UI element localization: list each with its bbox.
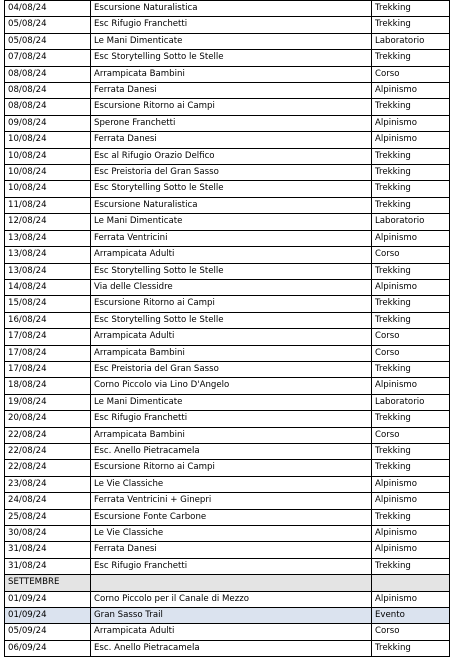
table-row <box>5 624 450 640</box>
date-cell: 10/08/24 <box>5 132 91 148</box>
type-cell: Alpinismo <box>372 279 450 295</box>
event-cell <box>91 575 372 591</box>
date-cell: 30/08/24 <box>5 526 91 542</box>
event-cell: Arrampicata Bambini <box>91 427 372 443</box>
type-cell: Corso <box>372 624 450 640</box>
event-cell: Esc Storytelling Sotto le Stelle <box>91 312 372 328</box>
event-cell: Le Mani Dimenticate <box>91 214 372 230</box>
events-table <box>4 0 450 657</box>
table-row <box>5 263 450 279</box>
date-cell: 14/08/24 <box>5 279 91 295</box>
date-cell: 13/08/24 <box>5 263 91 279</box>
date-cell: 13/08/24 <box>5 230 91 246</box>
event-cell: Esc al Rifugio Orazio Delfico <box>91 148 372 164</box>
type-cell: Trekking <box>372 17 450 33</box>
event-cell: Esc Storytelling Sotto le Stelle <box>91 50 372 66</box>
date-cell: 08/08/24 <box>5 83 91 99</box>
type-cell: Alpinismo <box>372 493 450 509</box>
date-cell: 10/08/24 <box>5 148 91 164</box>
table-row <box>5 148 450 164</box>
table-row <box>5 214 450 230</box>
event-cell: Esc Preistoria del Gran Sasso <box>91 165 372 181</box>
event-cell: Le Vie Classiche <box>91 476 372 492</box>
table-row <box>5 509 450 525</box>
table-row <box>5 230 450 246</box>
table-row <box>5 197 450 213</box>
table-row <box>5 411 450 427</box>
table-row <box>5 394 450 410</box>
type-cell: Corso <box>372 345 450 361</box>
event-cell: Arrampicata Adulti <box>91 624 372 640</box>
event-cell: Sperone Franchetti <box>91 115 372 131</box>
event-cell: Ferrata Ventricini + Ginepri <box>91 493 372 509</box>
event-cell: Escursione Naturalistica <box>91 1 372 17</box>
table-row <box>5 476 450 492</box>
table-row <box>5 1 450 17</box>
table-row <box>5 640 450 656</box>
event-cell: Gran Sasso Trail <box>91 608 372 624</box>
date-cell: 08/08/24 <box>5 99 91 115</box>
table-row <box>5 99 450 115</box>
type-cell: Trekking <box>372 148 450 164</box>
table-row <box>5 345 450 361</box>
type-cell: Trekking <box>372 181 450 197</box>
event-cell: Ferrata Danesi <box>91 132 372 148</box>
date-cell: 17/08/24 <box>5 329 91 345</box>
type-cell: Laboratorio <box>372 33 450 49</box>
type-cell: Alpinismo <box>372 132 450 148</box>
date-cell: 22/08/24 <box>5 460 91 476</box>
type-cell: Trekking <box>372 509 450 525</box>
date-cell: 25/08/24 <box>5 509 91 525</box>
date-cell: 22/08/24 <box>5 427 91 443</box>
type-cell: Trekking <box>372 263 450 279</box>
date-cell: SETTEMBRE <box>5 575 91 591</box>
table-row <box>5 591 450 607</box>
type-cell: Trekking <box>372 640 450 656</box>
type-cell: Evento <box>372 608 450 624</box>
table-row <box>5 66 450 82</box>
event-cell: Esc. Anello Pietracamela <box>91 443 372 459</box>
event-cell: Escursione Ritorno ai Campi <box>91 99 372 115</box>
type-cell: Laboratorio <box>372 394 450 410</box>
type-cell: Trekking <box>372 165 450 181</box>
table-row <box>5 361 450 377</box>
type-cell: Alpinismo <box>372 526 450 542</box>
event-cell: Esc Storytelling Sotto le Stelle <box>91 263 372 279</box>
type-cell: Trekking <box>372 50 450 66</box>
table-row <box>5 329 450 345</box>
month-header-row <box>5 575 450 591</box>
date-cell: 18/08/24 <box>5 378 91 394</box>
table-row <box>5 608 450 624</box>
type-cell: Trekking <box>372 411 450 427</box>
event-cell: Arrampicata Adulti <box>91 247 372 263</box>
date-cell: 13/08/24 <box>5 247 91 263</box>
date-cell: 12/08/24 <box>5 214 91 230</box>
date-cell: 16/08/24 <box>5 312 91 328</box>
date-cell: 31/08/24 <box>5 558 91 574</box>
table-row <box>5 427 450 443</box>
event-cell: Arrampicata Bambini <box>91 345 372 361</box>
event-cell: Le Mani Dimenticate <box>91 33 372 49</box>
table-row <box>5 443 450 459</box>
date-cell: 05/09/24 <box>5 624 91 640</box>
type-cell: Alpinismo <box>372 230 450 246</box>
type-cell: Corso <box>372 329 450 345</box>
type-cell: Trekking <box>372 197 450 213</box>
event-cell: Arrampicata Bambini <box>91 66 372 82</box>
table-row <box>5 378 450 394</box>
event-cell: Ferrata Danesi <box>91 542 372 558</box>
event-cell: Escursione Ritorno ai Campi <box>91 460 372 476</box>
date-cell: 10/08/24 <box>5 165 91 181</box>
type-cell: Alpinismo <box>372 115 450 131</box>
type-cell: Trekking <box>372 312 450 328</box>
table-row <box>5 279 450 295</box>
table-row <box>5 542 450 558</box>
table-row <box>5 50 450 66</box>
date-cell: 01/09/24 <box>5 608 91 624</box>
date-cell: 05/08/24 <box>5 33 91 49</box>
date-cell: 17/08/24 <box>5 361 91 377</box>
type-cell: Corso <box>372 66 450 82</box>
event-cell: Corno Piccolo via Lino D'Angelo <box>91 378 372 394</box>
type-cell: Corso <box>372 247 450 263</box>
event-cell: Esc Preistoria del Gran Sasso <box>91 361 372 377</box>
type-cell: Trekking <box>372 361 450 377</box>
event-cell: Via delle Clessidre <box>91 279 372 295</box>
table-row <box>5 247 450 263</box>
table-row <box>5 526 450 542</box>
table-row <box>5 83 450 99</box>
date-cell: 24/08/24 <box>5 493 91 509</box>
table-row <box>5 33 450 49</box>
date-cell: 20/08/24 <box>5 411 91 427</box>
event-cell: Ferrata Ventricini <box>91 230 372 246</box>
date-cell: 05/08/24 <box>5 17 91 33</box>
date-cell: 01/09/24 <box>5 591 91 607</box>
type-cell <box>372 575 450 591</box>
date-cell: 08/08/24 <box>5 66 91 82</box>
table-row <box>5 181 450 197</box>
type-cell: Trekking <box>372 296 450 312</box>
table-row <box>5 460 450 476</box>
event-cell: Ferrata Danesi <box>91 83 372 99</box>
date-cell: 31/08/24 <box>5 542 91 558</box>
type-cell: Alpinismo <box>372 378 450 394</box>
event-cell: Esc Storytelling Sotto le Stelle <box>91 181 372 197</box>
date-cell: 07/08/24 <box>5 50 91 66</box>
type-cell: Trekking <box>372 99 450 115</box>
date-cell: 10/08/24 <box>5 181 91 197</box>
date-cell: 06/09/24 <box>5 640 91 656</box>
table-row <box>5 296 450 312</box>
event-cell: Escursione Naturalistica <box>91 197 372 213</box>
event-cell: Corno Piccolo per il Canale di Mezzo <box>91 591 372 607</box>
type-cell: Alpinismo <box>372 83 450 99</box>
event-cell: Esc Rifugio Franchetti <box>91 558 372 574</box>
event-cell: Le Mani Dimenticate <box>91 394 372 410</box>
type-cell: Laboratorio <box>372 214 450 230</box>
table-row <box>5 493 450 509</box>
table-row <box>5 165 450 181</box>
table-row <box>5 312 450 328</box>
type-cell: Alpinismo <box>372 542 450 558</box>
date-cell: 04/08/24 <box>5 1 91 17</box>
date-cell: 17/08/24 <box>5 345 91 361</box>
type-cell: Trekking <box>372 460 450 476</box>
type-cell: Trekking <box>372 443 450 459</box>
event-cell: Escursione Ritorno ai Campi <box>91 296 372 312</box>
event-cell: Esc. Anello Pietracamela <box>91 640 372 656</box>
event-cell: Esc Rifugio Franchetti <box>91 411 372 427</box>
event-cell: Escursione Fonte Carbone <box>91 509 372 525</box>
events-table-body <box>5 1 450 657</box>
type-cell: Alpinismo <box>372 591 450 607</box>
table-row <box>5 558 450 574</box>
date-cell: 15/08/24 <box>5 296 91 312</box>
table-row <box>5 115 450 131</box>
type-cell: Alpinismo <box>372 476 450 492</box>
type-cell: Trekking <box>372 1 450 17</box>
type-cell: Trekking <box>372 558 450 574</box>
type-cell: Corso <box>372 427 450 443</box>
date-cell: 22/08/24 <box>5 443 91 459</box>
table-row <box>5 17 450 33</box>
event-cell: Esc Rifugio Franchetti <box>91 17 372 33</box>
table-row <box>5 132 450 148</box>
date-cell: 19/08/24 <box>5 394 91 410</box>
date-cell: 09/08/24 <box>5 115 91 131</box>
event-cell: Arrampicata Adulti <box>91 329 372 345</box>
date-cell: 11/08/24 <box>5 197 91 213</box>
event-cell: Le Vie Classiche <box>91 526 372 542</box>
date-cell: 23/08/24 <box>5 476 91 492</box>
